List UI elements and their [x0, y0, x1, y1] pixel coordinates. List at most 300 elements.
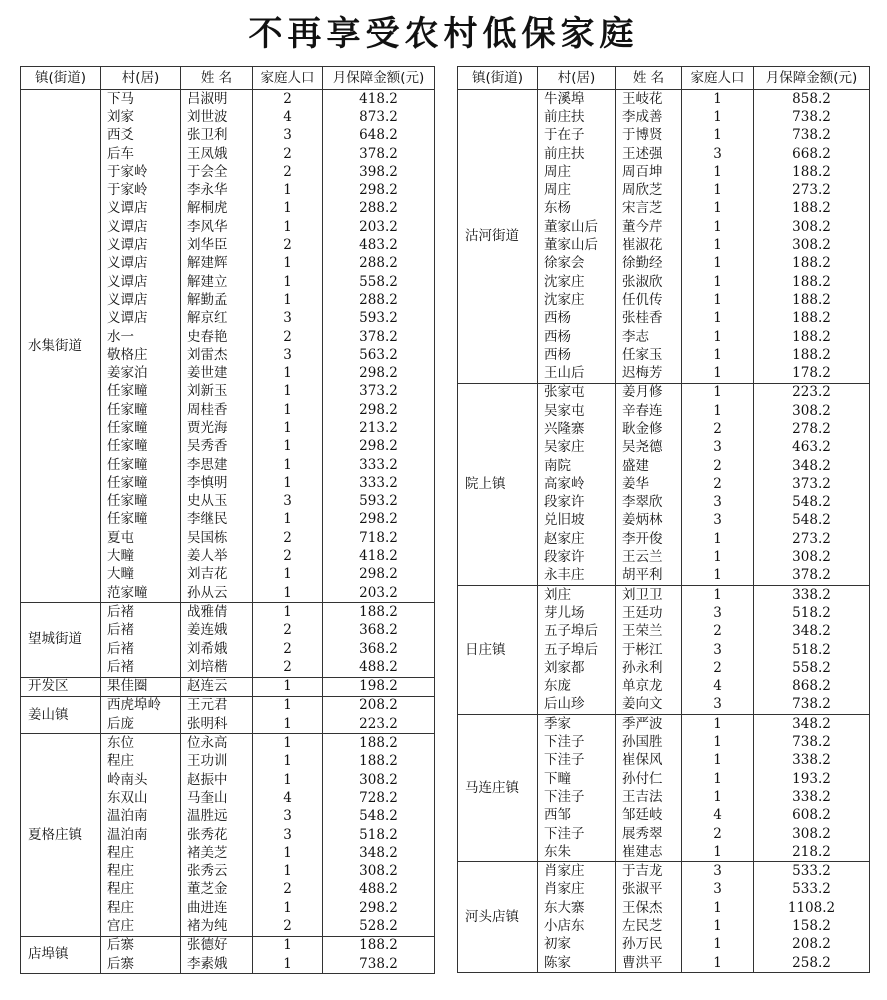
name-cell: 张明科: [181, 715, 253, 734]
amount-cell: 273.2: [754, 181, 870, 199]
name-cell: 于彬江: [616, 641, 682, 659]
name-cell: 刘华臣: [181, 236, 253, 254]
name-cell: 吴国栋: [181, 529, 253, 547]
population-cell: 1: [682, 291, 754, 309]
town-cell: 院上镇: [458, 383, 538, 585]
population-cell: 2: [253, 881, 323, 899]
table-row: [21, 677, 435, 696]
name-cell: 张秀花: [181, 826, 253, 844]
name-cell: 姜连娥: [181, 622, 253, 640]
population-cell: 1: [253, 273, 323, 291]
amount-cell: 188.2: [323, 753, 435, 771]
name-cell: 解京红: [181, 310, 253, 328]
amount-cell: 648.2: [323, 127, 435, 145]
population-cell: 1: [682, 255, 754, 273]
name-cell: 董今芹: [616, 218, 682, 236]
population-cell: 1: [682, 586, 754, 605]
name-cell: 季严波: [616, 715, 682, 734]
population-cell: 3: [253, 808, 323, 826]
name-cell: 解桐虎: [181, 200, 253, 218]
amount-cell: 718.2: [323, 529, 435, 547]
village-cell: 大疃: [101, 547, 181, 565]
village-cell: 下洼子: [538, 752, 616, 770]
village-cell: 温泊南: [101, 808, 181, 826]
amount-cell: 738.2: [754, 733, 870, 751]
village-cell: 刘家: [101, 108, 181, 126]
village-cell: 沈家庄: [538, 291, 616, 309]
amount-cell: 368.2: [323, 622, 435, 640]
village-cell: 水一: [101, 328, 181, 346]
population-cell: 3: [682, 494, 754, 512]
population-cell: 3: [682, 604, 754, 622]
amount-cell: 308.2: [754, 402, 870, 420]
village-cell: 肖家庄: [538, 881, 616, 899]
amount-cell: 288.2: [323, 200, 435, 218]
population-cell: 2: [253, 163, 323, 181]
village-cell: 敬格庄: [101, 346, 181, 364]
name-cell: 解建辉: [181, 255, 253, 273]
name-cell: 姜华: [616, 475, 682, 493]
population-cell: 1: [253, 696, 323, 715]
population-cell: 4: [253, 789, 323, 807]
table-row: [21, 603, 435, 622]
amount-cell: 203.2: [323, 218, 435, 236]
village-cell: 周庄: [538, 181, 616, 199]
amount-cell: 378.2: [754, 567, 870, 586]
population-cell: 1: [682, 218, 754, 236]
population-cell: 1: [682, 567, 754, 586]
town-cell: 夏格庄镇: [21, 734, 101, 936]
village-cell: 后庞: [101, 715, 181, 734]
village-cell: 下马: [101, 90, 181, 109]
population-cell: 2: [682, 623, 754, 641]
amount-cell: 188.2: [323, 734, 435, 753]
population-cell: 1: [682, 383, 754, 402]
village-cell: 东双山: [101, 789, 181, 807]
town-cell: 日庄镇: [458, 586, 538, 715]
population-cell: 2: [253, 236, 323, 254]
village-cell: 牛溪埠: [538, 90, 616, 109]
population-cell: 1: [682, 936, 754, 954]
name-cell: 战雅倩: [181, 603, 253, 622]
amount-cell: 348.2: [323, 844, 435, 862]
population-cell: 4: [682, 678, 754, 696]
village-cell: 小店东: [538, 917, 616, 935]
population-cell: 2: [253, 547, 323, 565]
population-cell: 1: [253, 753, 323, 771]
amount-cell: 223.2: [754, 383, 870, 402]
town-cell: 望城街道: [21, 603, 101, 677]
amount-cell: 488.2: [323, 658, 435, 677]
amount-cell: 178.2: [754, 364, 870, 383]
amount-cell: 298.2: [323, 181, 435, 199]
header-village: 村(居): [538, 67, 616, 90]
table-row: [458, 715, 870, 734]
name-cell: 姜世建: [181, 364, 253, 382]
amount-cell: 273.2: [754, 530, 870, 548]
amount-cell: 608.2: [754, 807, 870, 825]
village-cell: 任家疃: [101, 419, 181, 437]
population-cell: 3: [253, 346, 323, 364]
name-cell: 李翠欣: [616, 494, 682, 512]
amount-cell: 533.2: [754, 862, 870, 881]
amount-cell: 308.2: [754, 218, 870, 236]
population-cell: 1: [682, 733, 754, 751]
village-cell: 后褚: [101, 658, 181, 677]
village-cell: 西杨: [538, 310, 616, 328]
population-cell: 1: [682, 752, 754, 770]
population-cell: 1: [253, 291, 323, 309]
name-cell: 宋言芝: [616, 200, 682, 218]
table-row: [458, 383, 870, 402]
amount-cell: 518.2: [754, 641, 870, 659]
name-cell: 褚美芝: [181, 844, 253, 862]
name-cell: 解建立: [181, 273, 253, 291]
name-cell: 赵连云: [181, 677, 253, 696]
name-cell: 邹廷岐: [616, 807, 682, 825]
village-cell: 王山后: [538, 364, 616, 383]
name-cell: 周桂香: [181, 401, 253, 419]
amount-cell: 398.2: [323, 163, 435, 181]
population-cell: 2: [682, 475, 754, 493]
village-cell: 义谭店: [101, 310, 181, 328]
population-cell: 1: [253, 181, 323, 199]
village-cell: 于家岭: [101, 163, 181, 181]
village-cell: 下洼子: [538, 788, 616, 806]
name-cell: 刘新玉: [181, 383, 253, 401]
name-cell: 刘卫卫: [616, 586, 682, 605]
population-cell: 1: [253, 218, 323, 236]
population-cell: 1: [682, 364, 754, 383]
village-cell: 温泊南: [101, 826, 181, 844]
population-cell: 2: [253, 145, 323, 163]
amount-cell: 223.2: [323, 715, 435, 734]
population-cell: 1: [682, 90, 754, 109]
population-cell: 1: [253, 401, 323, 419]
village-cell: 西爻: [101, 127, 181, 145]
name-cell: 王元君: [181, 696, 253, 715]
amount-cell: 378.2: [323, 145, 435, 163]
population-cell: 2: [253, 622, 323, 640]
village-cell: 程庄: [101, 862, 181, 880]
population-cell: 1: [253, 456, 323, 474]
population-cell: 1: [253, 955, 323, 974]
population-cell: 1: [682, 108, 754, 126]
village-cell: 后车: [101, 145, 181, 163]
name-cell: 王保杰: [616, 899, 682, 917]
town-cell: 河头店镇: [458, 862, 538, 973]
population-cell: 3: [682, 512, 754, 530]
amount-cell: 188.2: [323, 603, 435, 622]
village-cell: 兴隆寨: [538, 420, 616, 438]
village-cell: 任家疃: [101, 493, 181, 511]
name-cell: 周欣芝: [616, 181, 682, 199]
population-cell: 1: [682, 715, 754, 734]
village-cell: 董家山后: [538, 236, 616, 254]
header-village: 村(居): [101, 67, 181, 90]
village-cell: 五子埠后: [538, 623, 616, 641]
amount-cell: 308.2: [323, 862, 435, 880]
name-cell: 吴秀香: [181, 438, 253, 456]
village-cell: 徐家会: [538, 255, 616, 273]
village-cell: 段家许: [538, 548, 616, 566]
amount-cell: 213.2: [323, 419, 435, 437]
name-cell: 崔建志: [616, 843, 682, 862]
name-cell: 张卫利: [181, 127, 253, 145]
village-cell: 后寨: [101, 936, 181, 955]
name-cell: 赵振中: [181, 771, 253, 789]
village-cell: 吴家庄: [538, 439, 616, 457]
population-cell: 3: [253, 826, 323, 844]
village-cell: 周庄: [538, 163, 616, 181]
amount-cell: 548.2: [754, 494, 870, 512]
population-cell: 3: [253, 493, 323, 511]
name-cell: 李慎明: [181, 474, 253, 492]
amount-cell: 158.2: [754, 917, 870, 935]
village-cell: 任家疃: [101, 438, 181, 456]
header-town: 镇(街道): [21, 67, 101, 90]
village-cell: 东杨: [538, 200, 616, 218]
name-cell: 解勤孟: [181, 291, 253, 309]
population-cell: 2: [682, 659, 754, 677]
village-cell: 刘庄: [538, 586, 616, 605]
village-cell: 永丰庄: [538, 567, 616, 586]
name-cell: 于吉龙: [616, 862, 682, 881]
population-cell: 2: [253, 917, 323, 936]
amount-cell: 738.2: [754, 696, 870, 715]
amount-cell: 518.2: [323, 826, 435, 844]
town-cell: 姜山镇: [21, 696, 101, 734]
name-cell: 温胜远: [181, 808, 253, 826]
table-row: [458, 586, 870, 605]
name-cell: 史春艳: [181, 328, 253, 346]
population-cell: 1: [253, 844, 323, 862]
name-cell: 刘世波: [181, 108, 253, 126]
name-cell: 马奎山: [181, 789, 253, 807]
amount-cell: 203.2: [323, 584, 435, 603]
amount-cell: 188.2: [754, 346, 870, 364]
village-cell: 西虎埠岭: [101, 696, 181, 715]
village-cell: 肖家庄: [538, 862, 616, 881]
population-cell: 1: [253, 734, 323, 753]
name-cell: 王岐花: [616, 90, 682, 109]
population-cell: 2: [682, 457, 754, 475]
amount-cell: 728.2: [323, 789, 435, 807]
amount-cell: 188.2: [754, 273, 870, 291]
population-cell: 1: [253, 255, 323, 273]
village-cell: 赵家庄: [538, 530, 616, 548]
amount-cell: 188.2: [754, 328, 870, 346]
amount-cell: 338.2: [754, 586, 870, 605]
name-cell: 崔淑花: [616, 236, 682, 254]
amount-cell: 533.2: [754, 881, 870, 899]
population-cell: 2: [253, 328, 323, 346]
population-cell: 3: [682, 696, 754, 715]
population-cell: 1: [682, 236, 754, 254]
village-cell: 东庞: [538, 678, 616, 696]
name-cell: 李志: [616, 328, 682, 346]
amount-cell: 348.2: [754, 715, 870, 734]
amount-cell: 298.2: [323, 401, 435, 419]
name-cell: 李开俊: [616, 530, 682, 548]
population-cell: 1: [253, 715, 323, 734]
population-cell: 1: [682, 127, 754, 145]
name-cell: 张淑欣: [616, 273, 682, 291]
village-cell: 前庄扶: [538, 145, 616, 163]
amount-cell: 348.2: [754, 457, 870, 475]
village-cell: 宫庄: [101, 917, 181, 936]
amount-cell: 593.2: [323, 310, 435, 328]
name-cell: 任仉传: [616, 291, 682, 309]
name-cell: 孙从云: [181, 584, 253, 603]
population-cell: 1: [682, 770, 754, 788]
name-cell: 孙永利: [616, 659, 682, 677]
table-row: [21, 734, 435, 753]
amount-cell: 333.2: [323, 474, 435, 492]
name-cell: 史从玉: [181, 493, 253, 511]
village-cell: 后褚: [101, 640, 181, 658]
left-table: [20, 66, 435, 974]
amount-cell: 298.2: [323, 899, 435, 917]
amount-cell: 308.2: [754, 236, 870, 254]
name-cell: 李继民: [181, 511, 253, 529]
village-cell: 东大寨: [538, 899, 616, 917]
population-cell: 1: [682, 402, 754, 420]
village-cell: 任家疃: [101, 474, 181, 492]
town-cell: 水集街道: [21, 90, 101, 603]
amount-cell: 873.2: [323, 108, 435, 126]
name-cell: 吴尧德: [616, 439, 682, 457]
amount-cell: 308.2: [754, 548, 870, 566]
name-cell: 吕淑明: [181, 90, 253, 109]
village-cell: 义谭店: [101, 236, 181, 254]
population-cell: 1: [682, 954, 754, 973]
village-cell: 果佳圈: [101, 677, 181, 696]
village-cell: 西杨: [538, 346, 616, 364]
amount-cell: 593.2: [323, 493, 435, 511]
amount-cell: 548.2: [323, 808, 435, 826]
population-cell: 1: [682, 917, 754, 935]
header-row: [21, 67, 435, 90]
amount-cell: 208.2: [323, 696, 435, 715]
amount-cell: 483.2: [323, 236, 435, 254]
name-cell: 张桂香: [616, 310, 682, 328]
amount-cell: 518.2: [754, 604, 870, 622]
amount-cell: 208.2: [754, 936, 870, 954]
name-cell: 刘吉花: [181, 566, 253, 584]
name-cell: 王廷功: [616, 604, 682, 622]
village-cell: 任家疃: [101, 383, 181, 401]
population-cell: 1: [682, 328, 754, 346]
header-town: 镇(街道): [458, 67, 538, 90]
village-cell: 刘家都: [538, 659, 616, 677]
name-cell: 褚为纯: [181, 917, 253, 936]
amount-cell: 288.2: [323, 291, 435, 309]
population-cell: 3: [682, 862, 754, 881]
village-cell: 西杨: [538, 328, 616, 346]
village-cell: 下洼子: [538, 825, 616, 843]
population-cell: 3: [682, 439, 754, 457]
population-cell: 1: [682, 788, 754, 806]
population-cell: 1: [253, 474, 323, 492]
population-cell: 1: [253, 771, 323, 789]
name-cell: 刘雷杰: [181, 346, 253, 364]
village-cell: 段家许: [538, 494, 616, 512]
population-cell: 1: [682, 181, 754, 199]
village-cell: 程庄: [101, 899, 181, 917]
population-cell: 2: [253, 529, 323, 547]
population-cell: 1: [253, 899, 323, 917]
amount-cell: 563.2: [323, 346, 435, 364]
village-cell: 吴家屯: [538, 402, 616, 420]
amount-cell: 338.2: [754, 752, 870, 770]
village-cell: 夏屯: [101, 529, 181, 547]
amount-cell: 738.2: [754, 127, 870, 145]
amount-cell: 258.2: [754, 954, 870, 973]
village-cell: 义谭店: [101, 291, 181, 309]
village-cell: 高家岭: [538, 475, 616, 493]
amount-cell: 348.2: [754, 623, 870, 641]
amount-cell: 868.2: [754, 678, 870, 696]
population-cell: 1: [682, 530, 754, 548]
header-name: 姓 名: [616, 67, 682, 90]
table-row: [458, 862, 870, 881]
name-cell: 王云兰: [616, 548, 682, 566]
amount-cell: 558.2: [754, 659, 870, 677]
village-cell: 后褚: [101, 622, 181, 640]
population-cell: 1: [253, 862, 323, 880]
village-cell: 义谭店: [101, 273, 181, 291]
village-cell: 任家疃: [101, 511, 181, 529]
name-cell: 张秀云: [181, 862, 253, 880]
population-cell: 1: [253, 677, 323, 696]
name-cell: 刘培楷: [181, 658, 253, 677]
name-cell: 徐勤经: [616, 255, 682, 273]
name-cell: 曲进连: [181, 899, 253, 917]
population-cell: 1: [253, 511, 323, 529]
amount-cell: 298.2: [323, 566, 435, 584]
table-row: [458, 90, 870, 109]
name-cell: 李风华: [181, 218, 253, 236]
name-cell: 李素娥: [181, 955, 253, 974]
amount-cell: 188.2: [323, 936, 435, 955]
village-cell: 任家疃: [101, 456, 181, 474]
town-cell: 沽河街道: [458, 90, 538, 384]
amount-cell: 278.2: [754, 420, 870, 438]
village-cell: 范家疃: [101, 584, 181, 603]
amount-cell: 188.2: [754, 291, 870, 309]
name-cell: 姜炳林: [616, 512, 682, 530]
village-cell: 大疃: [101, 566, 181, 584]
name-cell: 李永华: [181, 181, 253, 199]
village-cell: 后寨: [101, 955, 181, 974]
name-cell: 孙国胜: [616, 733, 682, 751]
population-cell: 1: [253, 438, 323, 456]
population-cell: 2: [682, 825, 754, 843]
name-cell: 孙万民: [616, 936, 682, 954]
village-cell: 义谭店: [101, 255, 181, 273]
name-cell: 王荣兰: [616, 623, 682, 641]
name-cell: 任家玉: [616, 346, 682, 364]
name-cell: 于博贤: [616, 127, 682, 145]
header-amount: 月保障金额(元): [754, 67, 870, 90]
name-cell: 李成善: [616, 108, 682, 126]
population-cell: 4: [682, 807, 754, 825]
amount-cell: 373.2: [323, 383, 435, 401]
name-cell: 姜人举: [181, 547, 253, 565]
amount-cell: 298.2: [323, 438, 435, 456]
name-cell: 辛春连: [616, 402, 682, 420]
